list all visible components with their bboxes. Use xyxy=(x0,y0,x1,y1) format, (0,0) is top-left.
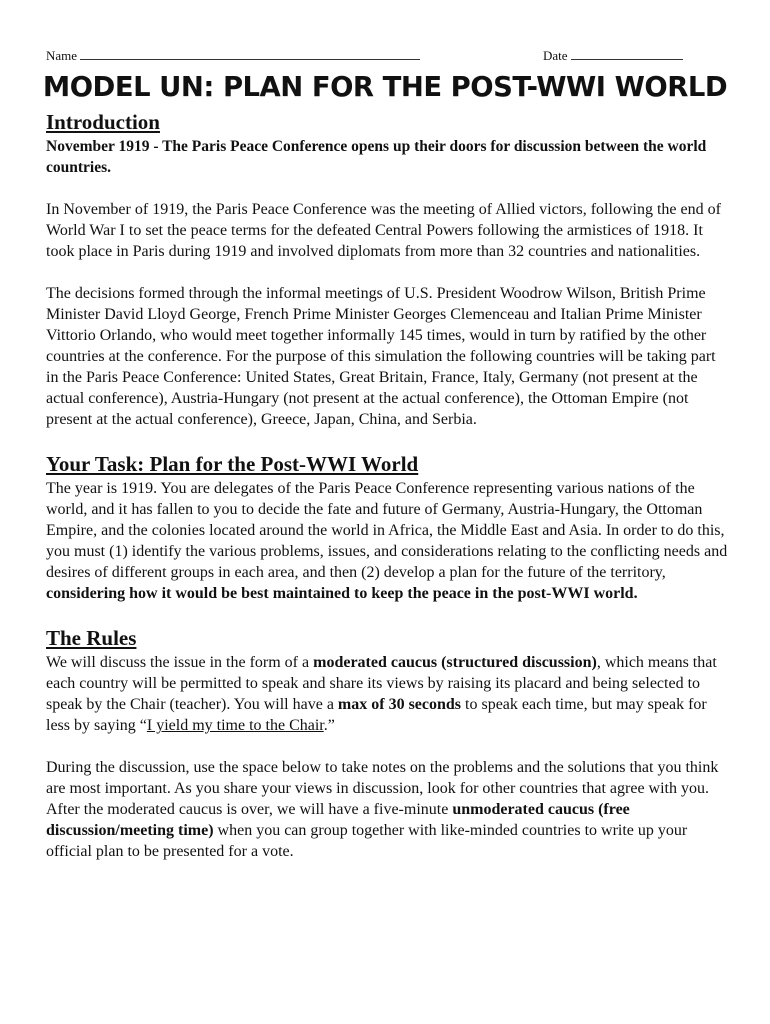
name-blank[interactable] xyxy=(80,47,420,60)
task-paragraph xyxy=(46,478,730,604)
date-line xyxy=(543,47,683,64)
name-label: Name xyxy=(46,48,78,63)
rules-text-d: .” xyxy=(323,717,335,734)
rules-heading: The Rules xyxy=(46,626,137,650)
rules-bold-caucus: moderated caucus (structured discussion) xyxy=(313,654,597,671)
rules-text-f: when you can group together with like-minded countries to write up your official plan to be presented for a vote. xyxy=(46,822,688,860)
intro-paragraph-2: The decisions formed through the informal meetings of U.S. President Woodrow Wilson, British Prime Minister David Lloyd George, French Prime Minister Georges Clemenceau and Italian Prime Minister Vittorio Orlando, who would meet together informally 145 times, would in turn by ratified by the other countries at the conference. For the purpose of this simulation the following countries will be taking part in the Paris Peace Conference: United States, Great Britain, France, Italy, Germany (not present at the actual conference), Austria-Hungary (not present at the actual conference), the Ottoman Empire (not present at the actual conference), Greece, Japan, China, and Serbia. xyxy=(46,285,716,428)
rules-text-b: , which means that each country will be permitted to speak and share its views by raising its placard and being selected to speak by the Chair (teacher). You will have a xyxy=(46,654,717,713)
rules-paragraph-2 xyxy=(46,757,730,862)
rules-paragraph-1 xyxy=(46,652,730,736)
date-label: Date xyxy=(543,48,568,63)
rules-yield-phrase: I yield my time to the Chair xyxy=(146,717,324,734)
rules-text-a: We will discuss the issue in the form of a xyxy=(46,654,310,671)
intro-lead: November 1919 - The Paris Peace Conference opens up their doors for discussion between the world countries. xyxy=(46,138,707,176)
intro-heading: Introduction xyxy=(46,110,160,134)
rules-text-e: During the discussion, use the space below to take notes on the problems and the solutions that you think are most important. As you share your views in discussion, look for other countries that agree with you. After the moderated caucus is over, we will have a five-minute xyxy=(46,759,719,818)
document-body xyxy=(46,108,730,862)
intro-paragraph-1: In November of 1919, the Paris Peace Conference was the meeting of Allied victors, following the end of World War I to set the peace terms for the defeated Central Powers following the armistices of 1918. It took place in Paris during 1919 and involved diplomats from more than 32 countries and nationalities. xyxy=(46,201,721,260)
rules-text-c: to speak each time, but may speak for less by saying “ xyxy=(46,696,707,734)
date-blank[interactable] xyxy=(571,47,683,60)
name-line xyxy=(46,47,420,64)
page-title: MODEL UN: PLAN FOR THE POST-WWI WORLD xyxy=(42,70,728,103)
rules-bold-unmoderated: unmoderated caucus (free discussion/meeting time) xyxy=(46,801,630,839)
task-heading: Your Task: Plan for the Post-WWI World xyxy=(46,452,419,476)
rules-bold-time: max of 30 seconds xyxy=(337,696,462,713)
task-text: The year is 1919. You are delegates of the Paris Peace Conference representing various nations of the world, and it has fallen to you to decide the fate and future of Germany, Austria-Hungary, the Ottoman Empire, and the colonies located around the world in Africa, the Middle East and Asia. In order to do this, you must (1) identify the various problems, issues, and considerations relating to the conflicting needs and desires of different groups in each area, and then (2) develop a plan for the future of the territory, xyxy=(46,480,728,581)
task-bold-text: considering how it would be best maintained to keep the peace in the post-WWI world. xyxy=(46,585,638,602)
